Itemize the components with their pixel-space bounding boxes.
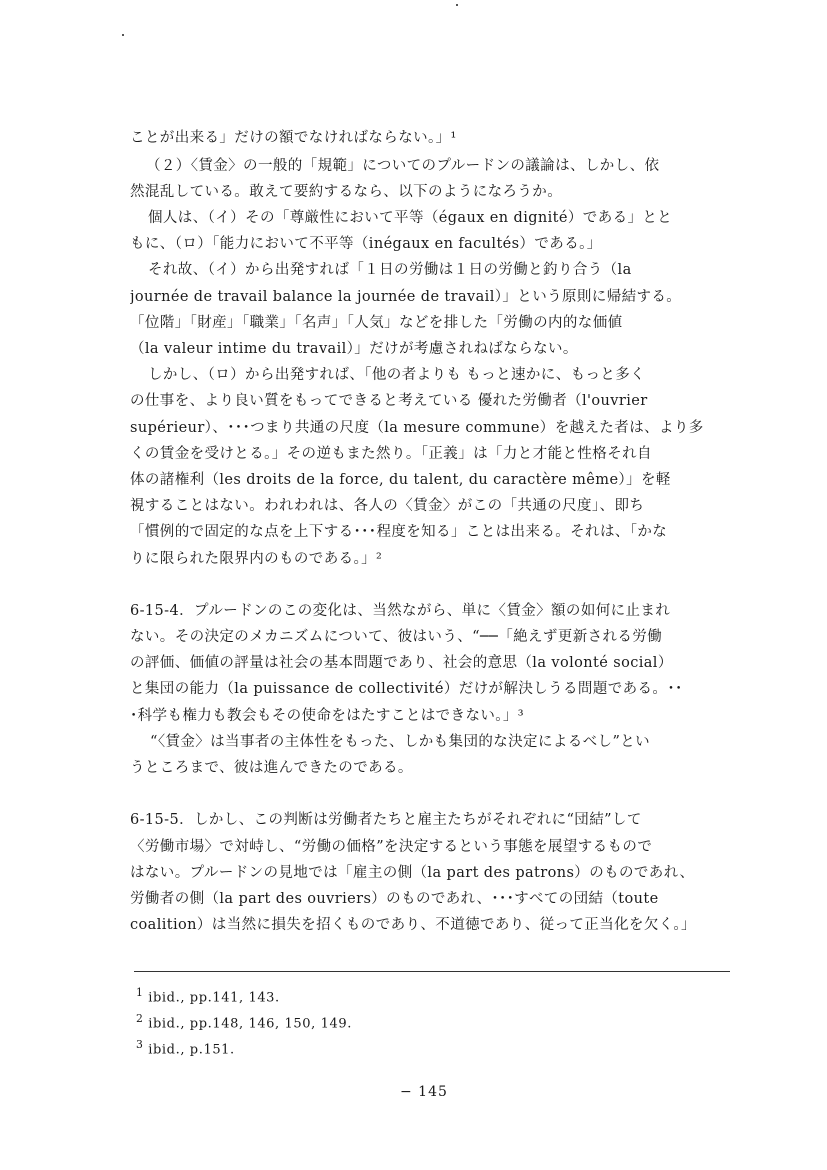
body-line: coalition）は当然に損失を招くものであり、不道徳であり、従って正当化を欠く。」 <box>130 917 696 933</box>
body-line: 然混乱している。敢えて要約するなら、以下のようになろうか。 <box>130 184 563 200</box>
body-line: の評価、価値の評量は社会の基本問題であり、社会的意思（la volonté social） <box>130 655 673 671</box>
footnote-number: 1 <box>136 986 144 999</box>
body-line: ･科学も権力も教会もその使命をはたすことはできない。」³ <box>130 708 525 724</box>
body-line: それ故、（イ）から出発すれば「１日の労働は１日の労働と釣り合う（la <box>148 262 632 278</box>
footnote-text: ibid., pp.148, 146, 150, 149. <box>148 1016 352 1032</box>
body-line: りに限られた限界内のものである。」² <box>130 551 383 567</box>
footnote <box>136 984 280 1007</box>
body-line: しかし、（ロ）から出発すれば、「他の者よりも もっと速かに、もっと多く <box>148 367 646 383</box>
footnote-separator <box>134 971 730 972</box>
body-line: 視することはない。われわれは、各人の〈賃金〉がこの「共通の尺度」、即ち <box>130 498 645 514</box>
body-line: と集団の能力（la puissance de collectivité）だけが解決しうる問題である。･･ <box>130 681 683 697</box>
body-line: “〈賃金〉は当事者の主体性をもった、しかも集団的な決定によるべし”とい <box>150 734 651 750</box>
body-line: supérieur）、･･･つまり共通の尺度（la mesure commune）を越えた者は、より多 <box>130 420 704 436</box>
body-line: （la valeur intime du travail）」だけが考慮されねばならない。 <box>130 341 578 357</box>
body-line: の仕事を、より良い質をもってできると考えている 優れた労働者（l'ouvrier <box>130 393 648 409</box>
body-line: 個人は、（イ）その「尊厳性において平等（égaux en dignité）である」とと <box>148 210 673 226</box>
scan-speck <box>456 4 458 6</box>
body-line: くの賃金を受けとる。」その逆もまた然り。「正義」は「力と才能と性格それ自 <box>130 446 652 462</box>
page-number: − 145 <box>400 1084 448 1100</box>
footnote <box>136 1010 352 1033</box>
footnote <box>136 1036 235 1059</box>
body-line: journée de travail balance la journée de travail）」という原則に帰結する。 <box>130 289 682 305</box>
scan-speck <box>122 34 124 36</box>
body-line: （２）〈賃金〉の一般的「規範」についてのプルードンの議論は、しかし、依 <box>146 158 660 174</box>
body-line: 「慣例的で固定的な点を上下する･･･程度を知る」ことは出来る。それは、「かな <box>130 524 668 540</box>
body-line: 6-15-4．プルードンのこの変化は、当然ながら、単に〈賃金〉額の如何に止まれ <box>130 603 671 619</box>
body-line: 〈労働市場〉で対峙し、“労働の価格”を決定するという事態を展望するもので <box>130 839 653 855</box>
body-line: 体の諸権利（les droits de la force, du talent, du caractère même）」を軽 <box>130 472 671 488</box>
footnote-number: 3 <box>136 1038 144 1051</box>
body-line: うところまで、彼は進んできたのである。 <box>130 760 413 776</box>
body-line: 「位階」「財産」「職業」「名声」「人気」などを排した「労働の内的な価値 <box>130 315 623 331</box>
footnote-text: ibid., p.151. <box>148 1042 235 1058</box>
body-line: 労働者の側（la part des ouvriers）のものであれ、･･･すべての団結（toute <box>130 891 659 907</box>
body-line: はない。プルードンの見地では「雇主の側（la part des patrons）のものであれ、 <box>130 865 695 881</box>
body-line: もに、（ロ）「能力において不平等（inégaux en facultés）である。」 <box>130 236 602 252</box>
body-line: ない。その決定のメカニズムについて、彼はいう、“──「絶えず更新される労働 <box>130 629 663 645</box>
body-line: ことが出来る」だけの額でなければならない。」¹ <box>130 130 457 146</box>
footnote-number: 2 <box>136 1012 144 1025</box>
body-line: 6-15-5．しかし、この判断は労働者たちと雇主たちがそれぞれに“団結”して <box>130 812 642 828</box>
footnote-text: ibid., pp.141, 143. <box>148 990 280 1006</box>
